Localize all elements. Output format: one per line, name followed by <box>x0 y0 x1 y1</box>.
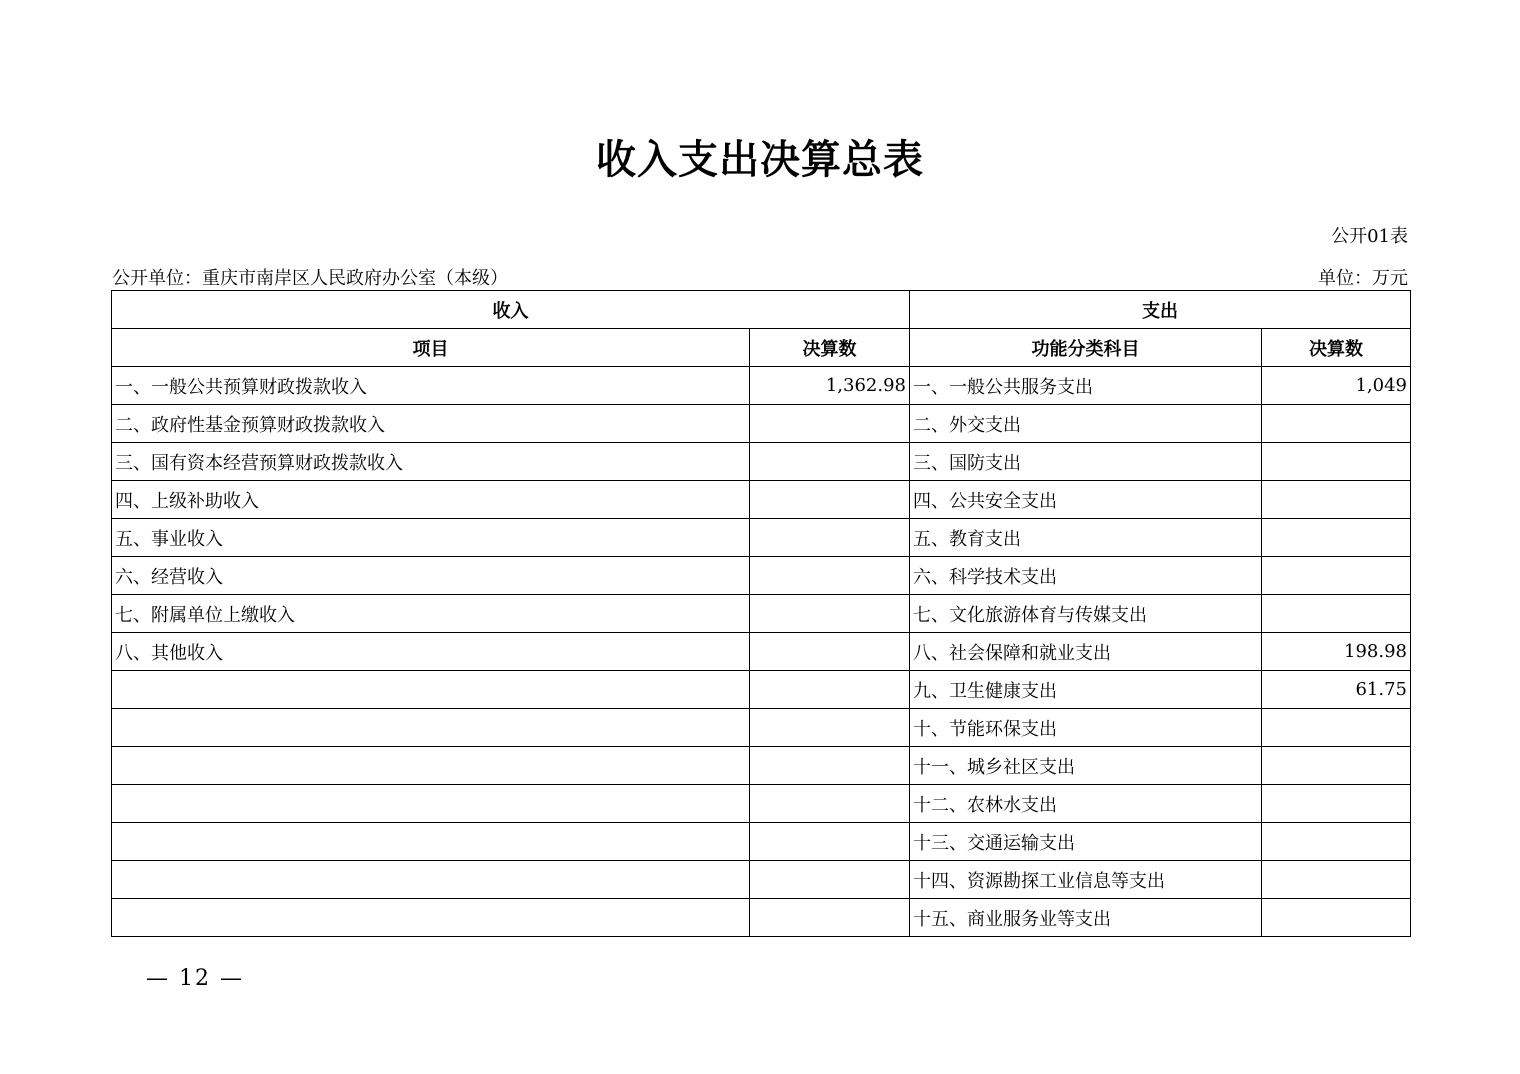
table-row <box>112 671 1411 709</box>
expense-amount-cell: 198.98 <box>1262 633 1411 671</box>
table-row <box>112 367 1411 405</box>
expense-item-cell: 十四、资源勘探工业信息等支出 <box>910 861 1262 899</box>
table-row <box>112 861 1411 899</box>
table-row <box>112 899 1411 937</box>
table-group-header-row <box>112 291 1411 329</box>
expense-item-cell: 十三、交通运输支出 <box>910 823 1262 861</box>
income-item-cell: 八、其他收入 <box>112 633 750 671</box>
income-amount-cell <box>750 671 910 709</box>
expense-item-cell: 十二、农林水支出 <box>910 785 1262 823</box>
table-row <box>112 405 1411 443</box>
income-amount-cell <box>750 595 910 633</box>
table-body <box>112 367 1411 937</box>
income-item-cell: 六、经营收入 <box>112 557 750 595</box>
expense-item-cell: 七、文化旅游体育与传媒支出 <box>910 595 1262 633</box>
page-title: 收入支出决算总表 <box>596 136 924 183</box>
income-amount-cell <box>750 633 910 671</box>
expense-amount-cell <box>1262 747 1411 785</box>
income-item-cell: 四、上级补助收入 <box>112 481 750 519</box>
income-expense-table <box>111 290 1411 937</box>
expense-amount-cell <box>1262 899 1411 937</box>
income-amount-column-header: 决算数 <box>750 329 910 367</box>
income-amount-cell <box>750 747 910 785</box>
income-amount-cell <box>750 823 910 861</box>
page-number: — 12 — <box>146 966 244 991</box>
table-row <box>112 633 1411 671</box>
table-column-header-row <box>112 329 1411 367</box>
func-category-column-header: 功能分类科目 <box>910 329 1262 367</box>
expense-amount-cell <box>1262 709 1411 747</box>
income-item-cell: 二、政府性基金预算财政拨款收入 <box>112 405 750 443</box>
income-amount-cell: 1,362.98 <box>750 367 910 405</box>
expense-amount-cell <box>1262 519 1411 557</box>
expense-item-cell: 九、卫生健康支出 <box>910 671 1262 709</box>
expense-amount-column-header: 决算数 <box>1262 329 1411 367</box>
income-item-cell <box>112 709 750 747</box>
expense-amount-cell <box>1262 823 1411 861</box>
income-amount-cell <box>750 481 910 519</box>
unit-line <box>112 264 1408 290</box>
expense-amount-cell <box>1262 785 1411 823</box>
table-row <box>112 785 1411 823</box>
expense-item-cell: 六、科学技术支出 <box>910 557 1262 595</box>
table-row <box>112 823 1411 861</box>
expense-item-cell: 五、教育支出 <box>910 519 1262 557</box>
table-row <box>112 519 1411 557</box>
income-amount-cell <box>750 405 910 443</box>
expense-item-cell: 八、社会保障和就业支出 <box>910 633 1262 671</box>
income-amount-cell <box>750 557 910 595</box>
income-amount-cell <box>750 861 910 899</box>
income-item-cell <box>112 861 750 899</box>
expense-amount-cell <box>1262 557 1411 595</box>
expense-amount-cell: 1,049 <box>1262 367 1411 405</box>
table-row <box>112 557 1411 595</box>
income-item-cell: 七、附属单位上缴收入 <box>112 595 750 633</box>
expense-amount-cell <box>1262 443 1411 481</box>
income-item-cell <box>112 785 750 823</box>
table-row <box>112 443 1411 481</box>
income-amount-cell <box>750 709 910 747</box>
expense-amount-cell <box>1262 861 1411 899</box>
currency-unit: 单位：万元 <box>1318 268 1408 289</box>
income-item-cell: 五、事业收入 <box>112 519 750 557</box>
expense-item-cell: 二、外交支出 <box>910 405 1262 443</box>
income-amount-cell <box>750 785 910 823</box>
expense-amount-cell <box>1262 481 1411 519</box>
expense-item-cell: 一、一般公共服务支出 <box>910 367 1262 405</box>
item-column-header: 项目 <box>112 329 750 367</box>
income-amount-cell <box>750 899 910 937</box>
income-item-cell <box>112 671 750 709</box>
expense-header: 支出 <box>910 291 1411 329</box>
table-row <box>112 709 1411 747</box>
expense-amount-cell: 61.75 <box>1262 671 1411 709</box>
income-header: 收入 <box>112 291 910 329</box>
expense-amount-cell <box>1262 405 1411 443</box>
table-row <box>112 595 1411 633</box>
expense-item-cell: 四、公共安全支出 <box>910 481 1262 519</box>
form-number: 公开01表 <box>1331 226 1408 247</box>
reporting-unit: 公开单位：重庆市南岸区人民政府办公室（本级） <box>112 268 508 289</box>
table-row <box>112 481 1411 519</box>
expense-item-cell: 十五、商业服务业等支出 <box>910 899 1262 937</box>
income-item-cell <box>112 823 750 861</box>
income-item-cell <box>112 899 750 937</box>
income-item-cell: 一、一般公共预算财政拨款收入 <box>112 367 750 405</box>
expense-item-cell: 十一、城乡社区支出 <box>910 747 1262 785</box>
income-item-cell <box>112 747 750 785</box>
income-item-cell: 三、国有资本经营预算财政拨款收入 <box>112 443 750 481</box>
table-row <box>112 747 1411 785</box>
expense-item-cell: 十、节能环保支出 <box>910 709 1262 747</box>
expense-amount-cell <box>1262 595 1411 633</box>
expense-item-cell: 三、国防支出 <box>910 443 1262 481</box>
income-amount-cell <box>750 519 910 557</box>
income-amount-cell <box>750 443 910 481</box>
